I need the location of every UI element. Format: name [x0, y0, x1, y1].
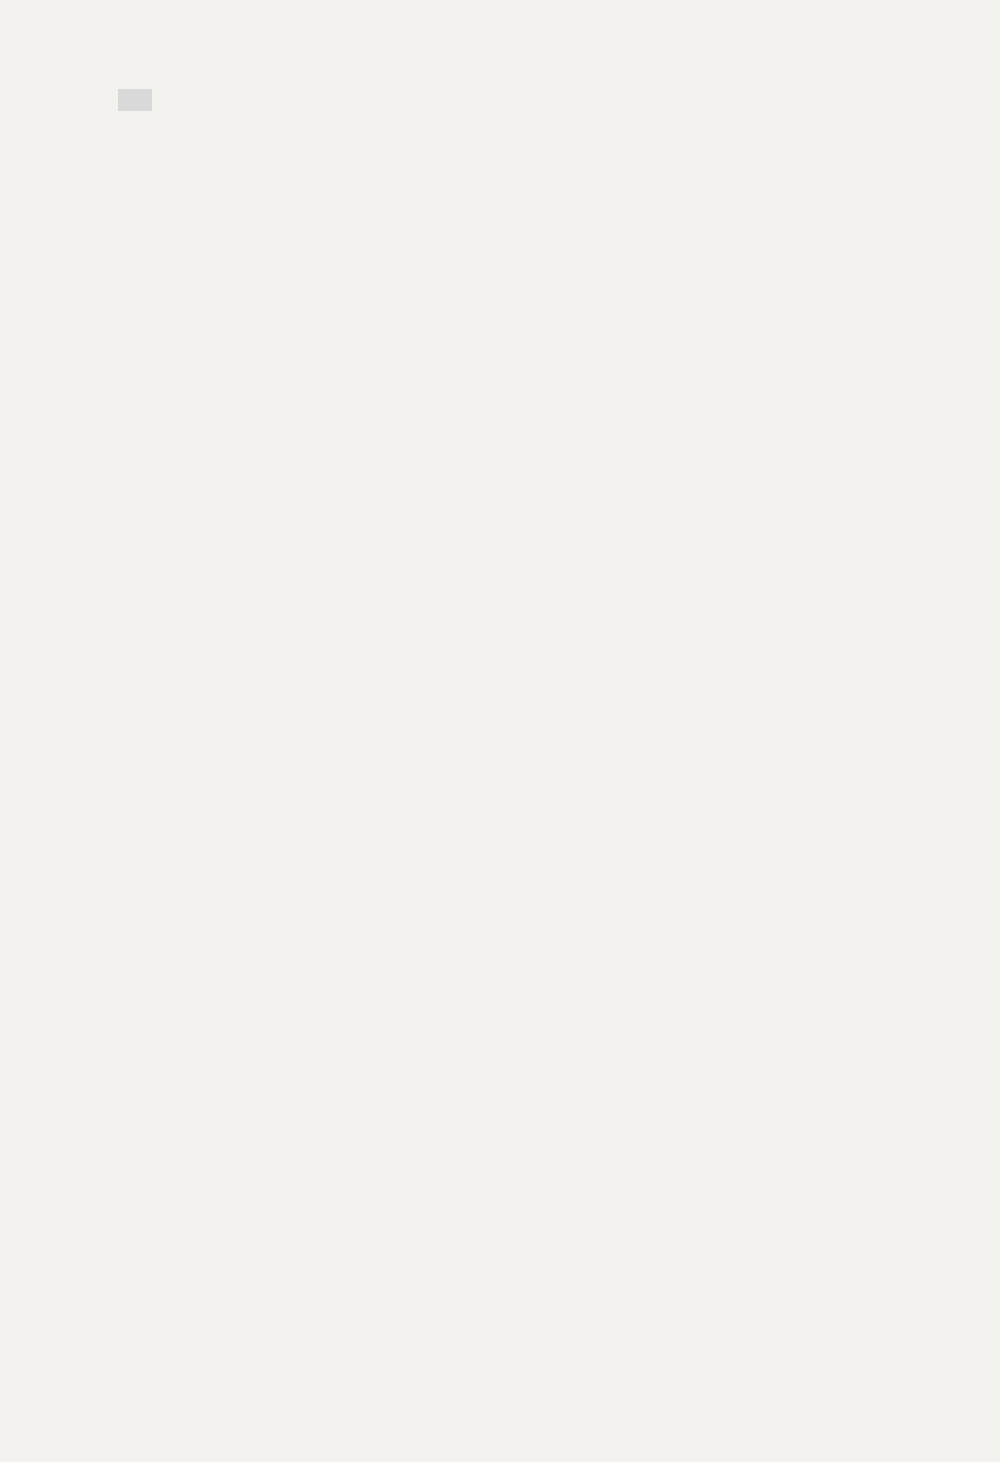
section-number	[118, 89, 152, 111]
site-logo	[840, 1375, 990, 1455]
section-header	[118, 88, 170, 112]
